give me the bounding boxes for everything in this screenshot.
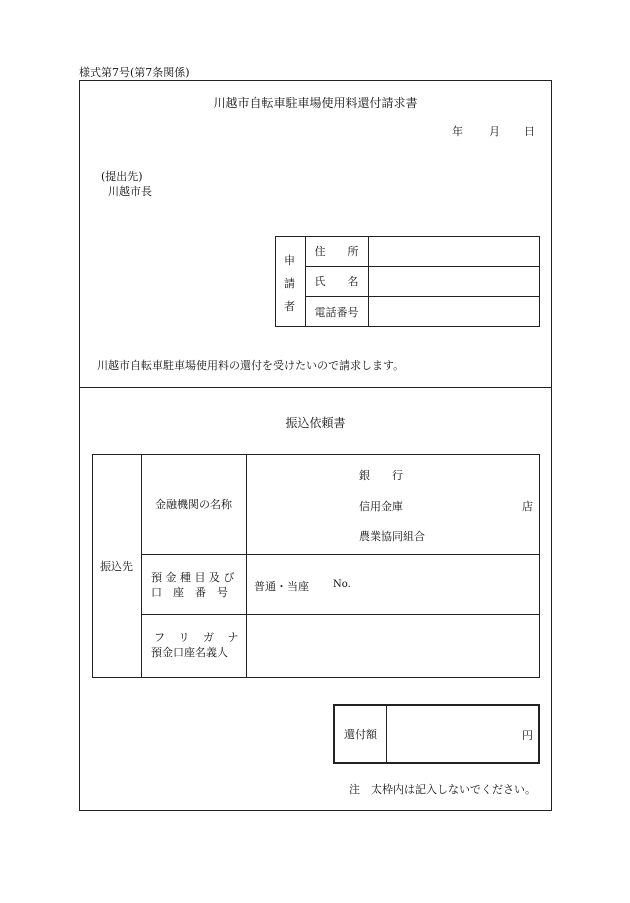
address-label: 住 所 — [314, 245, 359, 258]
date-day-label: 日 — [524, 125, 535, 138]
phone-label: 電話番号 — [314, 305, 359, 319]
account-holder-field[interactable] — [247, 615, 539, 677]
bank-name-label: 金融機関の名称 — [155, 498, 232, 511]
name-field[interactable] — [369, 267, 539, 295]
holder-label: 預金口座名義人 — [151, 645, 228, 659]
recipient-label: (提出先) — [101, 170, 143, 183]
phone-field[interactable] — [369, 297, 539, 326]
request-title: 川越市自転車駐車場使用料還付請求書 — [213, 96, 418, 110]
account-holder-label — [151, 631, 244, 661]
name-label: 氏 名 — [314, 275, 359, 288]
request-statement: 川越市自転車駐車場使用料の還付を受けたいので請求します。 — [97, 359, 405, 372]
applicant-label-char-1: 申 — [284, 254, 295, 267]
account-number-label: No. — [333, 579, 351, 590]
destination-label: 振込先 — [100, 560, 133, 573]
account-type-options[interactable]: 普通・当座 — [254, 580, 309, 593]
address-field[interactable] — [369, 237, 539, 265]
account-label-line-2: 口 座 番 号 — [151, 585, 228, 599]
date-month-label: 月 — [489, 125, 500, 138]
date-year-label: 年 — [452, 125, 463, 138]
recipient: 川越市長 — [108, 185, 152, 198]
refund-amount-unit: 円 — [522, 729, 533, 742]
bank-type-agricultural-coop[interactable]: 農業協同組合 — [359, 530, 425, 543]
furigana-label: フ リ ガ ナ — [154, 631, 244, 644]
branch-label: 店 — [522, 500, 533, 513]
bank-type-bank[interactable]: 銀 行 — [359, 469, 403, 482]
refund-amount-label: 還付額 — [344, 728, 377, 741]
bank-type-credit-union[interactable]: 信用金庫 — [359, 500, 403, 513]
note: 注 太枠内は記入しないでください。 — [349, 783, 536, 796]
applicant-label-char-3: 者 — [284, 300, 295, 313]
applicant-label-char-2: 請 — [284, 277, 295, 290]
transfer-title: 振込依頼書 — [285, 416, 346, 430]
request-section-frame — [79, 80, 552, 388]
form-number: 様式第7号(第7条関係) — [79, 66, 190, 79]
account-type-number-label — [151, 571, 237, 601]
account-label-line-1: 預 金 種 目 及 び — [151, 571, 235, 584]
